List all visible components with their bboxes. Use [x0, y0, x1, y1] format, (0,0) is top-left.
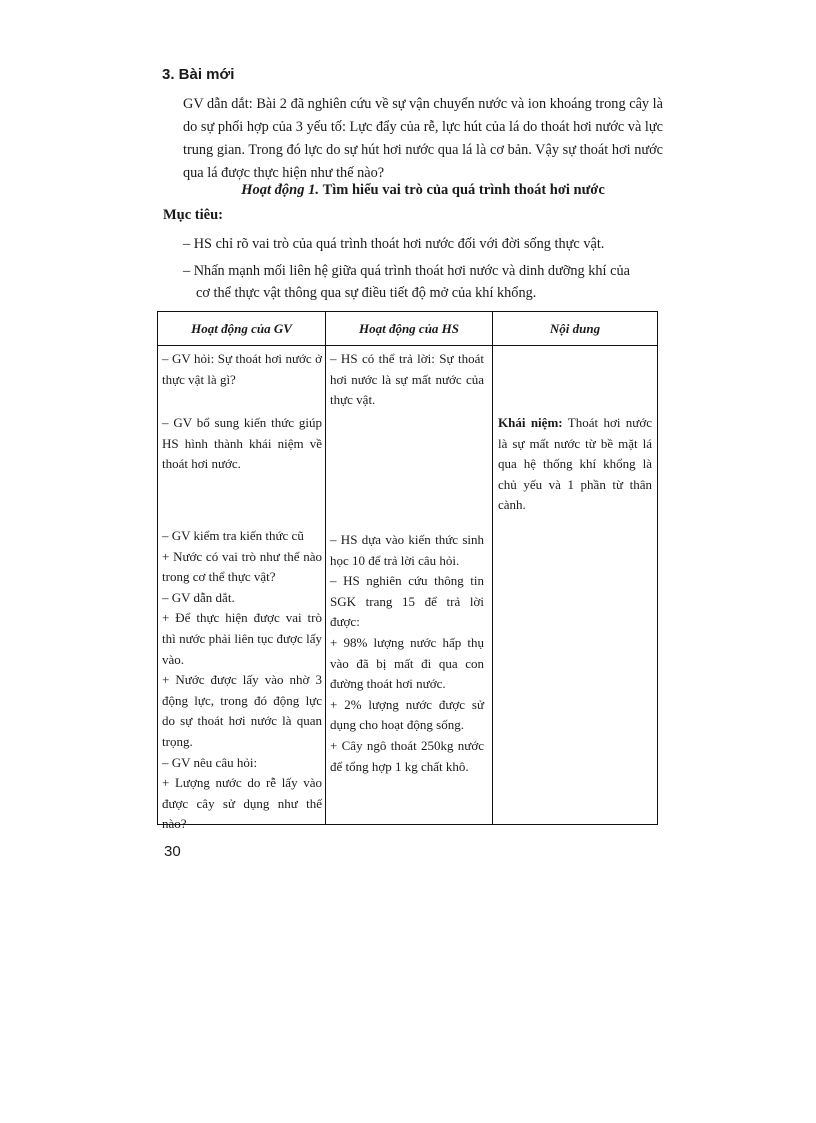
- gv-line: + Để thực hiện được vai trò thì nước phải liên tục được lấy vào.: [162, 610, 322, 667]
- definition-label: Khái niệm:: [498, 415, 563, 430]
- gv-line: – GV dẫn dắt.: [162, 589, 235, 605]
- gv-block: [162, 526, 322, 835]
- objective-item-2-line-1: – Nhấn mạnh mối liên hệ giữa quá trình thoát hơi nước và dinh dưỡng khí của: [183, 263, 630, 279]
- hs-line: – HS dựa vào kiến thức sinh học 10 để trả lời câu hỏi.: [330, 532, 484, 568]
- objective-item-2-line-2: cơ thể thực vật thông qua sự điều tiết độ mở của khí khổng.: [196, 285, 537, 301]
- header-divider: [158, 345, 657, 346]
- gv-supplement: – GV bổ sung kiến thức giúp HS hình thành khái niệm về thoát hơi nước.: [162, 415, 322, 472]
- hs-block: [330, 530, 484, 777]
- hs-line: + 98% lượng nước hấp thụ vào đã bị mất đi qua con đường thoát hơi nước.: [330, 634, 484, 692]
- definition-text: Thoát hơi nước là sự mất nước từ bề mặt lá qua hệ thống khí khổng là chủ yếu và 1 phần từ thân cành.: [498, 415, 652, 513]
- hs-answer-1: – HS có thể trả lời: Sự thoát hơi nước là sự mất nước của thực vật.: [330, 351, 484, 408]
- hs-line: + Cây ngô thoát 250kg nước để tổng hợp 1 kg chất khô.: [330, 737, 484, 774]
- gv-line: + Lượng nước do rễ lấy vào được cây sử dụng như thế nào?: [162, 775, 322, 832]
- objective-item-2: [183, 260, 673, 304]
- section-heading: 3. Bài mới: [162, 66, 235, 83]
- objective-item-1: – HS chỉ rõ vai trò của quá trình thoát hơi nước đối với đời sống thực vật.: [183, 236, 605, 252]
- header-gv: Hoạt động của GV: [191, 321, 292, 336]
- gv-line: + Nước được lấy vào nhờ 3 động lực, trong đó động lực do sự thoát hơi nước là quan trọng.: [162, 672, 322, 749]
- gv-line: – GV nêu câu hỏi:: [162, 754, 258, 770]
- activity-name: Tìm hiểu vai trò của quá trình thoát hơi nước: [322, 182, 605, 198]
- header-hs: Hoạt động của HS: [358, 321, 460, 336]
- header-content: Nội dung: [549, 321, 601, 336]
- gv-line: + Nước có vai trò như thế nào trong cơ thể thực vật?: [162, 548, 322, 585]
- page-number: 30: [164, 843, 181, 860]
- content-definition: [498, 413, 652, 516]
- gv-question-1: – GV hỏi: Sự thoát hơi nước ở thực vật là gì?: [162, 351, 322, 387]
- gv-line: – GV kiểm tra kiến thức cũ: [162, 528, 304, 543]
- intro-paragraph: GV dẫn dắt: Bài 2 đã nghiên cứu về sự vận chuyển nước và ion khoáng trong cây là do sự phối hợp của 3 yếu tố: Lực đẩy của rễ, lực hút của lá do thoát hơi nước và lực trung gian. Trong đó lực do sự hút hơi nước qua lá là cơ bản. Vậy sự thoát hơi nước qua lá được thực hiện như thế nào?: [183, 96, 663, 181]
- activity-table: [157, 311, 658, 832]
- activity-number: Hoạt động 1.: [241, 182, 319, 198]
- column-divider: [325, 312, 326, 824]
- objectives-label: Mục tiêu:: [163, 207, 223, 223]
- activity-title: [160, 182, 686, 199]
- hs-line: – HS nghiên cứu thông tin SGK trang 15 để trả lời được:: [330, 573, 484, 630]
- hs-line: + 2% lượng nước được sử dụng cho hoạt động sống.: [330, 696, 484, 733]
- column-divider: [492, 312, 493, 824]
